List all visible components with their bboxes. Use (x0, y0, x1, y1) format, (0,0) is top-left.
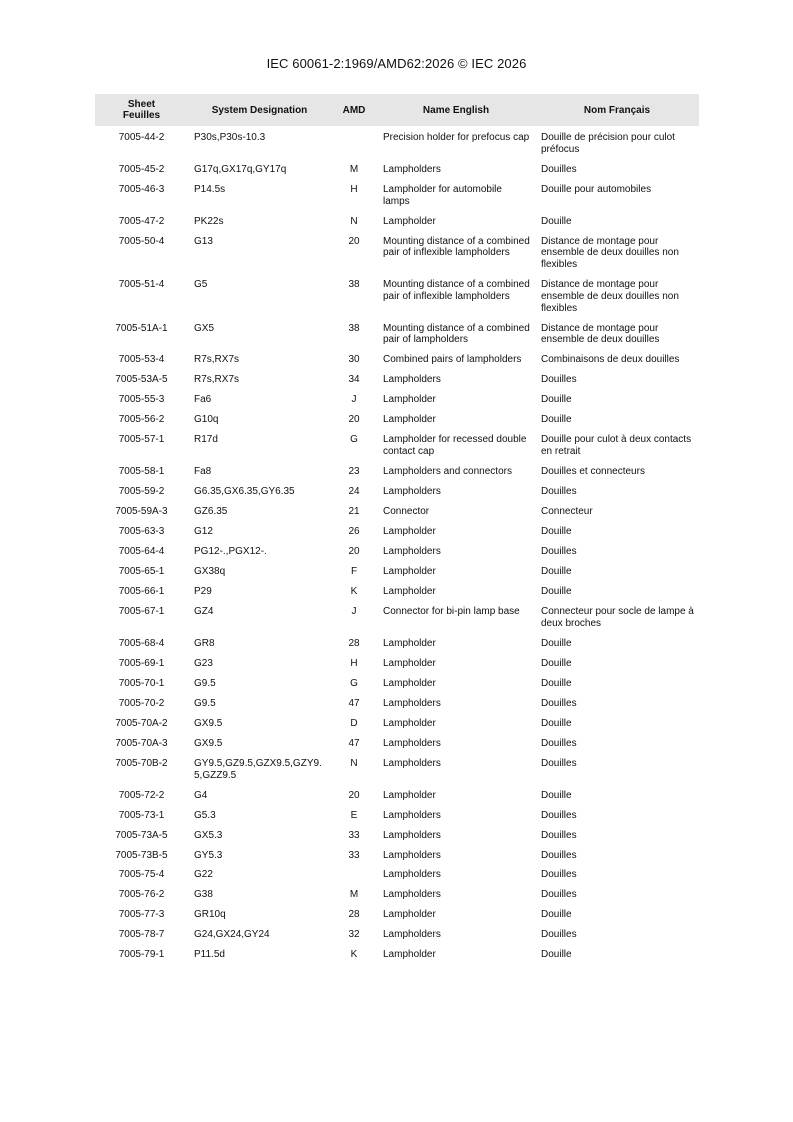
cell-sheet: 7005-53A-5 (115, 374, 168, 386)
column-header-amd: AMD (342, 104, 366, 116)
table-row (95, 275, 699, 319)
column-header-sheet (95, 94, 188, 126)
cell-system-designation: G13 (194, 235, 213, 247)
table-row (95, 319, 699, 351)
cell-system-designation: R7s,RX7s (194, 374, 240, 386)
cell-name-english: Connector for bi-pin lamp base (383, 606, 520, 618)
cell-system-designation: P14.5s (194, 183, 226, 195)
table-row (95, 212, 699, 232)
cell-nom-francais: Douille pour automobiles (541, 183, 652, 195)
cell-sheet: 7005-51-4 (118, 279, 165, 291)
cell-amd: 20 (348, 235, 360, 247)
cell-amd: 28 (348, 909, 360, 921)
cell-amd: E (350, 809, 358, 821)
cell-system-designation: G4 (194, 789, 208, 801)
cell-name-english: Lampholders (383, 546, 441, 558)
cell-nom-francais: Douilles (541, 546, 577, 558)
cell-name-english: Mounting distance of a combined pair of lampholders (383, 322, 530, 346)
cell-nom-francais: Douille (541, 414, 572, 426)
cell-system-designation: G22 (194, 869, 213, 881)
table-row (95, 542, 699, 562)
cell-amd: 30 (348, 354, 360, 366)
table-row (95, 786, 699, 806)
cell-name-english: Lampholders (383, 869, 441, 881)
cell-amd: 20 (348, 546, 360, 558)
cell-amd: 33 (348, 849, 360, 861)
cell-nom-francais: Douilles (541, 697, 577, 709)
table-row (95, 826, 699, 846)
cell-nom-francais: Douilles et connecteurs (541, 466, 645, 478)
cell-sheet: 7005-73A-5 (115, 829, 168, 841)
column-header-sheet-en: Sheet (127, 99, 156, 110)
cell-system-designation: G5.3 (194, 809, 216, 821)
cell-nom-francais: Douilles (541, 737, 577, 749)
cell-sheet: 7005-70B-2 (115, 757, 168, 769)
lampholder-sheets-table (95, 94, 699, 965)
column-header-sheet-fr: Feuilles (122, 110, 161, 121)
cell-nom-francais: Douille (541, 566, 572, 578)
cell-system-designation: G6.35,GX6.35,GY6.35 (194, 486, 295, 498)
page-header: IEC 60061-2:1969/AMD62:2026 © IEC 2026 (266, 56, 527, 71)
cell-name-english: Lampholders (383, 929, 441, 941)
cell-nom-francais: Douille de précision pour culot préfocus (541, 132, 675, 155)
table-row (95, 602, 699, 634)
cell-name-english: Lampholder for recessed double contact cap (383, 434, 527, 458)
cell-amd: H (350, 183, 358, 195)
cell-system-designation: GR10q (194, 909, 226, 921)
cell-sheet: 7005-72-2 (118, 789, 165, 801)
cell-system-designation: GX5 (194, 322, 215, 334)
cell-amd: 38 (348, 322, 360, 334)
cell-system-designation: G9.5 (194, 697, 216, 709)
table-row (95, 654, 699, 674)
cell-system-designation: P29 (194, 586, 212, 598)
cell-name-english: Lampholder (383, 789, 436, 801)
cell-nom-francais: Douilles (541, 889, 577, 901)
table-row (95, 806, 699, 826)
cell-system-designation: GR8 (194, 637, 215, 649)
table-row (95, 582, 699, 602)
cell-sheet: 7005-56-2 (118, 414, 165, 426)
cell-name-english: Lampholders (383, 486, 441, 498)
cell-name-english: Lampholders (383, 163, 441, 175)
cell-name-english: Lampholders (383, 809, 441, 821)
cell-sheet: 7005-67-1 (118, 606, 165, 618)
cell-sheet: 7005-46-3 (118, 183, 165, 195)
header-row (95, 94, 699, 126)
table-header (95, 94, 699, 126)
cell-system-designation: G24,GX24,GY24 (194, 929, 270, 941)
cell-system-designation: GX5.3 (194, 829, 223, 841)
cell-nom-francais: Connecteur (541, 506, 593, 518)
table-row (95, 694, 699, 714)
cell-amd: H (350, 657, 358, 669)
cell-nom-francais: Douille (541, 215, 572, 227)
cell-system-designation: G9.5 (194, 677, 216, 689)
cell-sheet: 7005-70A-3 (115, 737, 168, 749)
cell-nom-francais: Douilles (541, 486, 577, 498)
cell-amd: J (351, 606, 357, 618)
cell-name-english: Lampholder (383, 586, 436, 598)
cell-name-english: Lampholder (383, 394, 436, 406)
cell-name-english: Lampholders and connectors (383, 466, 512, 478)
cell-system-designation: Fa8 (194, 466, 212, 478)
cell-nom-francais: Douilles (541, 929, 577, 941)
table-body (95, 126, 699, 965)
cell-name-english: Lampholder (383, 657, 436, 669)
cell-name-english: Lampholders (383, 737, 441, 749)
cell-name-english: Lampholder (383, 909, 436, 921)
cell-name-english: Precision holder for prefocus cap (383, 132, 530, 143)
column-header-nom-francais: Nom Français (583, 104, 651, 116)
cell-sheet: 7005-51A-1 (115, 322, 168, 334)
cell-name-english: Lampholder (383, 677, 436, 689)
cell-amd: F (350, 566, 358, 578)
cell-sheet: 7005-44-2 (118, 132, 165, 143)
cell-amd: G (350, 677, 358, 689)
cell-name-english: Lampholders (383, 374, 441, 386)
cell-sheet: 7005-78-7 (118, 929, 165, 941)
cell-system-designation: G17q,GX17q,GY17q (194, 163, 287, 175)
table-row (95, 714, 699, 734)
cell-sheet: 7005-79-1 (118, 949, 165, 961)
cell-sheet: 7005-57-1 (118, 434, 165, 446)
cell-nom-francais: Douille pour culot à deux contacts en retrait (541, 434, 692, 458)
table-row (95, 410, 699, 430)
cell-name-english: Lampholder (383, 637, 436, 649)
cell-name-english: Lampholders (383, 889, 441, 901)
cell-system-designation: Fa6 (194, 394, 212, 406)
cell-nom-francais: Douilles (541, 374, 577, 386)
table-row (95, 370, 699, 390)
cell-nom-francais: Douille (541, 586, 572, 598)
table-row (95, 885, 699, 905)
cell-system-designation: P30s,P30s-10.3 (194, 132, 266, 143)
cell-system-designation: GY9.5,GZ9.5,GZX9.5,GZY9.5,GZZ9.5 (194, 757, 322, 781)
cell-sheet: 7005-45-2 (118, 163, 165, 175)
cell-system-designation: G10q (194, 414, 219, 426)
table-row (95, 350, 699, 370)
cell-nom-francais: Distance de montage pour ensemble de deux douilles (541, 322, 660, 346)
cell-sheet: 7005-70-2 (118, 697, 165, 709)
cell-system-designation: R7s,RX7s (194, 354, 240, 366)
cell-sheet: 7005-55-3 (118, 394, 165, 406)
cell-system-designation: GX9.5 (194, 717, 223, 729)
table-row (95, 430, 699, 462)
cell-nom-francais: Douilles (541, 163, 577, 175)
cell-nom-francais: Douilles (541, 757, 577, 769)
table-row (95, 846, 699, 866)
cell-nom-francais: Douilles (541, 849, 577, 861)
cell-nom-francais: Distance de montage pour ensemble de deux douilles non flexibles (541, 235, 679, 271)
cell-nom-francais: Douille (541, 394, 572, 406)
cell-nom-francais: Douille (541, 789, 572, 801)
cell-name-english: Lampholders (383, 849, 441, 861)
cell-amd: D (350, 717, 358, 729)
table-row (95, 905, 699, 925)
table-row (95, 945, 699, 965)
cell-nom-francais: Douille (541, 909, 572, 921)
cell-amd: 47 (348, 697, 360, 709)
table-row (95, 754, 699, 786)
cell-name-english: Lampholders (383, 757, 441, 769)
cell-amd: 24 (348, 486, 360, 498)
table-row (95, 390, 699, 410)
cell-sheet: 7005-58-1 (118, 466, 165, 478)
cell-sheet: 7005-50-4 (118, 235, 165, 247)
cell-name-english: Mounting distance of a combined pair of inflexible lampholders (383, 279, 530, 302)
cell-nom-francais: Douilles (541, 809, 577, 821)
cell-name-english: Lampholder (383, 526, 436, 538)
cell-nom-francais: Douille (541, 677, 572, 689)
cell-amd (331, 865, 377, 885)
cell-system-designation: G5 (194, 279, 208, 291)
cell-nom-francais: Douilles (541, 829, 577, 841)
cell-sheet: 7005-70-1 (118, 677, 165, 689)
cell-amd: 34 (348, 374, 360, 386)
cell-amd: 38 (348, 279, 360, 291)
cell-amd: N (350, 757, 358, 769)
cell-system-designation: R17d (194, 434, 218, 446)
cell-nom-francais: Combinaisons de deux douilles (541, 354, 680, 366)
cell-nom-francais: Douille (541, 949, 572, 961)
cell-amd: K (350, 949, 358, 961)
cell-sheet: 7005-65-1 (118, 566, 165, 578)
cell-system-designation: GZ6.35 (194, 506, 228, 518)
cell-sheet: 7005-75-4 (118, 869, 165, 881)
cell-amd: 20 (348, 414, 360, 426)
table-row (95, 232, 699, 276)
cell-system-designation: PK22s (194, 215, 224, 227)
cell-sheet: 7005-77-3 (118, 909, 165, 921)
cell-amd: 26 (348, 526, 360, 538)
table-row (95, 522, 699, 542)
cell-sheet: 7005-63-3 (118, 526, 165, 538)
cell-amd: 33 (348, 829, 360, 841)
cell-name-english: Lampholder for automobile lamps (383, 183, 502, 207)
cell-system-designation: P11.5d (194, 949, 225, 961)
cell-sheet: 7005-76-2 (118, 889, 165, 901)
cell-amd: J (351, 394, 357, 406)
table-row (95, 734, 699, 754)
cell-sheet: 7005-66-1 (118, 586, 165, 598)
cell-name-english: Mounting distance of a combined pair of inflexible lampholders (383, 235, 530, 259)
cell-nom-francais: Distance de montage pour ensemble de deux douilles non flexibles (541, 279, 679, 314)
cell-sheet: 7005-47-2 (118, 215, 165, 227)
cell-amd: N (350, 215, 358, 227)
cell-name-english: Lampholder (383, 717, 436, 729)
cell-system-designation: GZ4 (194, 606, 214, 618)
cell-nom-francais: Douille (541, 717, 572, 729)
cell-amd: K (350, 586, 358, 598)
column-header-system-designation: System Designation (211, 104, 308, 116)
cell-system-designation: GX9.5 (194, 737, 223, 749)
cell-name-english: Lampholder (383, 215, 436, 227)
table-row (95, 482, 699, 502)
table-row (95, 925, 699, 945)
cell-nom-francais: Connecteur pour socle de lampe à deux broches (541, 606, 694, 629)
cell-amd: G (350, 434, 358, 446)
table-row (95, 865, 699, 885)
cell-sheet: 7005-59A-3 (115, 506, 168, 518)
table-row (95, 634, 699, 654)
cell-sheet: 7005-59-2 (118, 486, 165, 498)
table-row (95, 180, 699, 212)
cell-sheet: 7005-69-1 (118, 657, 165, 669)
cell-amd: 47 (348, 737, 360, 749)
cell-amd: 20 (348, 789, 360, 801)
cell-amd: M (349, 889, 359, 901)
table-row (95, 126, 699, 160)
cell-system-designation: PG12-.,PGX12-. (194, 546, 267, 558)
table-row (95, 462, 699, 482)
cell-sheet: 7005-68-4 (118, 637, 165, 649)
table-row (95, 160, 699, 180)
cell-system-designation: GY5.3 (194, 849, 223, 861)
cell-nom-francais: Douille (541, 637, 572, 649)
cell-name-english: Lampholder (383, 566, 436, 578)
cell-nom-francais: Douille (541, 526, 572, 538)
cell-name-english: Combined pairs of lampholders (383, 354, 522, 366)
cell-name-english: Lampholders (383, 829, 441, 841)
cell-nom-francais: Douilles (541, 869, 577, 881)
cell-sheet: 7005-73-1 (118, 809, 165, 821)
cell-sheet: 7005-73B-5 (115, 849, 168, 861)
cell-nom-francais: Douille (541, 657, 572, 669)
cell-name-english: Connector (383, 506, 430, 518)
cell-system-designation: G12 (194, 526, 213, 538)
cell-system-designation: GX38q (194, 566, 226, 578)
cell-system-designation: G38 (194, 889, 213, 901)
cell-sheet: 7005-70A-2 (115, 717, 168, 729)
cell-name-english: Lampholders (383, 697, 441, 709)
table-row (95, 674, 699, 694)
table-row (95, 562, 699, 582)
cell-sheet: 7005-64-4 (118, 546, 165, 558)
cell-sheet: 7005-53-4 (118, 354, 165, 366)
cell-amd: 28 (348, 637, 360, 649)
cell-amd: 21 (348, 506, 360, 518)
cell-amd: 32 (348, 929, 360, 941)
cell-amd (331, 126, 377, 160)
column-header-name-english: Name English (422, 104, 490, 116)
table-row (95, 502, 699, 522)
cell-amd: M (349, 163, 359, 175)
cell-name-english: Lampholder (383, 949, 436, 961)
cell-amd: 23 (348, 466, 360, 478)
cell-system-designation: G23 (194, 657, 213, 669)
cell-name-english: Lampholder (383, 414, 436, 426)
